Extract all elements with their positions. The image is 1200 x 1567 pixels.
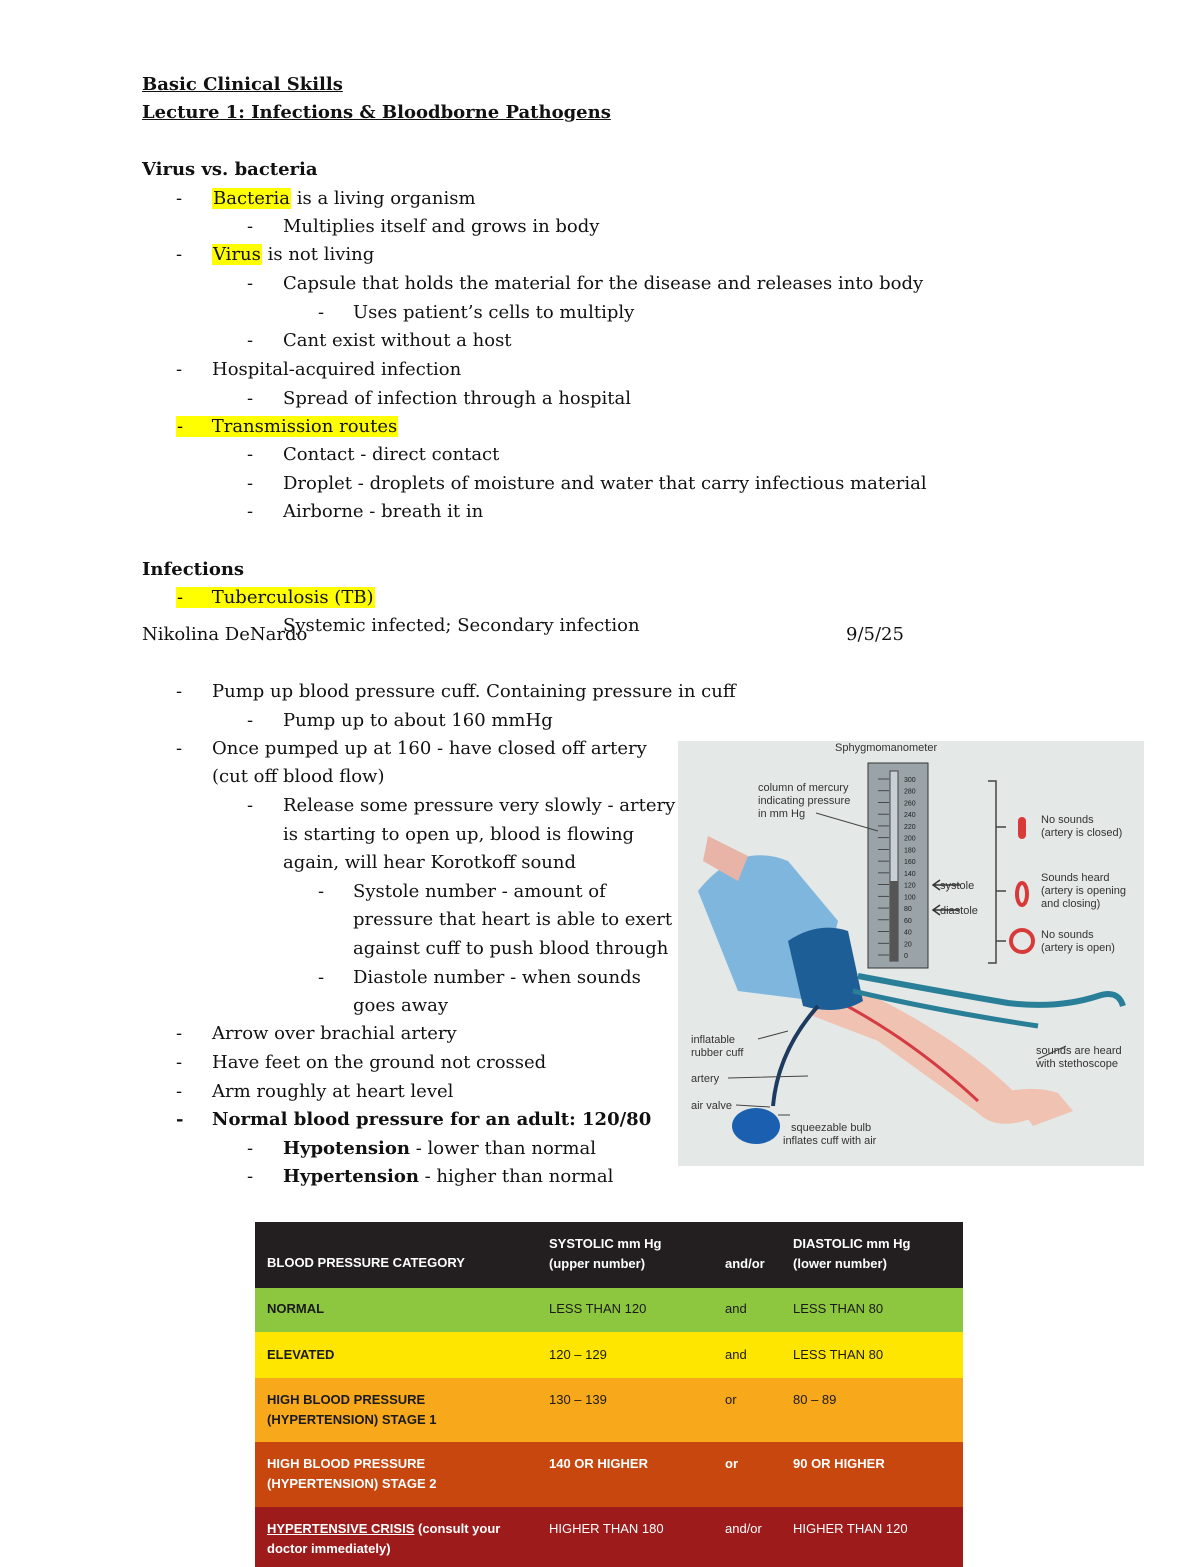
no-sounds-closed-2: (artery is closed) [1041, 827, 1123, 839]
highlight: Virus [213, 244, 261, 265]
list-bullet: - [247, 330, 254, 351]
list-item-hypotension: Hypotension - lower than normal [283, 1138, 596, 1159]
list-bullet: - [247, 795, 254, 816]
row-diastolic: HIGHER THAN 120 [793, 1521, 908, 1536]
scale-tick-label: 260 [904, 800, 916, 808]
scale-tick-label: 220 [904, 823, 916, 831]
lecture-title: Lecture 1: Infections & Bloodborne Pathogens [142, 102, 611, 123]
list-bullet: - [176, 1052, 183, 1073]
list-bullet: - [176, 1023, 183, 1044]
row-category-1: HIGH BLOOD PRESSURE [267, 1392, 426, 1407]
list-item: Contact - direct contact [283, 444, 500, 465]
highlight: - Transmission routes [177, 416, 398, 437]
row-systolic: 140 OR HIGHER [549, 1456, 648, 1471]
artery-closed-icon [1018, 817, 1026, 839]
row-conj: and/or [725, 1521, 762, 1536]
list-item-cut: Systemic infected; Secondary infection [283, 615, 640, 636]
air-valve-label: air valve [691, 1100, 732, 1112]
list-item: Diastole number - when sounds [353, 967, 641, 988]
row-category-2: (HYPERTENSION) STAGE 1 [267, 1412, 437, 1427]
list-item-cont: is starting to open up, blood is flowing [283, 824, 635, 845]
list-item: Cant exist without a host [283, 330, 512, 351]
scale-tick-label: 120 [904, 882, 916, 890]
list-item: Multiplies itself and grows in body [283, 216, 600, 237]
list-bullet: - [176, 1109, 184, 1130]
squeezable-bulb [732, 1108, 780, 1144]
bracket [988, 781, 1006, 963]
list-bullet: - [176, 1081, 183, 1102]
list-item-tb [176, 586, 375, 610]
list-item: Pump up blood pressure cuff. Containing pressure in cuff [212, 681, 736, 702]
header-andor: and/or [725, 1256, 765, 1271]
list-bullet: - [318, 967, 325, 988]
list-bullet: - [176, 244, 183, 265]
list-bullet: - [176, 359, 183, 380]
list-bullet: - [247, 501, 254, 522]
table-row [255, 1288, 963, 1332]
sounds-heard-1: Sounds heard [1041, 872, 1110, 884]
course-title: Basic Clinical Skills [142, 74, 343, 95]
scale-tick-label: 160 [904, 859, 916, 867]
row-systolic: HIGHER THAN 180 [549, 1521, 664, 1536]
row-diastolic: LESS THAN 80 [793, 1347, 884, 1362]
list-item-cont: against cuff to push blood through [353, 938, 669, 959]
row-diastolic: 80 – 89 [793, 1392, 837, 1407]
sphygmomanometer-illustration [678, 741, 1144, 1166]
list-item-cont: (cut off blood flow) [212, 766, 385, 787]
blood-pressure-table [255, 1222, 963, 1556]
no-sounds-open-2: (artery is open) [1041, 942, 1115, 954]
row-category-1: HYPERTENSIVE CRISIS (consult your [267, 1521, 501, 1536]
table-header [255, 1222, 963, 1288]
artery-opening-icon [1017, 883, 1027, 905]
list-bullet: - [247, 1138, 254, 1159]
artery-label: artery [691, 1073, 720, 1085]
list-item-normal-bp: Normal blood pressure for an adult: 120/80 [212, 1109, 652, 1130]
list-bullet: - [247, 473, 254, 494]
list-item: Spread of infection through a hospital [283, 388, 632, 409]
list-item: Once pumped up at 160 - have closed off artery [212, 738, 647, 759]
scale-tick-label: 20 [904, 941, 912, 949]
scale-tick-label: 240 [904, 812, 916, 820]
systole-label: systole [940, 880, 975, 892]
no-sounds-closed-1: No sounds [1041, 814, 1094, 826]
highlight: Bacteria [213, 188, 291, 209]
cuff-label-1: inflatable [691, 1034, 736, 1046]
list-item-transmission [176, 415, 398, 439]
scale-tick-label: 40 [904, 929, 912, 937]
diastole-label: diastole [940, 905, 978, 917]
row-systolic: LESS THAN 120 [549, 1301, 647, 1316]
row-conj: or [725, 1392, 737, 1407]
list-item-cont: pressure that heart is able to exert [353, 909, 673, 930]
scale-tick-label: 140 [904, 870, 916, 878]
list-bullet: - [318, 881, 325, 902]
list-bullet: - [247, 444, 254, 465]
list-item-virus: Virus is not living [213, 244, 375, 265]
bulb-tube [773, 1006, 818, 1106]
artery-open-icon [1011, 930, 1033, 952]
list-item: Capsule that holds the material for the disease and releases into body [283, 273, 924, 294]
highlight: - Tuberculosis (TB) [177, 587, 374, 608]
mercury-label-2: indicating pressure [758, 795, 851, 807]
sounds-heard-2: (artery is opening [1041, 885, 1126, 897]
row-systolic: 130 – 139 [549, 1392, 607, 1407]
table-row [255, 1378, 963, 1442]
scale-tick-label: 100 [904, 894, 916, 902]
sphygmomanometer-figure [678, 741, 1144, 1166]
header-systolic-1: SYSTOLIC mm Hg [549, 1236, 662, 1251]
list-item: Arm roughly at heart level [212, 1081, 454, 1102]
cuff-label-2: rubber cuff [691, 1047, 744, 1059]
scale-tick-label: 180 [904, 847, 916, 855]
table-row [255, 1442, 963, 1507]
row-category-2: (HYPERTENSION) STAGE 2 [267, 1476, 437, 1491]
stethoscope-label-1: sounds are heard [1036, 1045, 1122, 1057]
list-item: Pump up to about 160 mmHg [283, 710, 553, 731]
table-row [255, 1332, 963, 1378]
header-diastolic-2: (lower number) [793, 1256, 887, 1271]
list-item: Systole number - amount of [353, 881, 606, 902]
header-category: BLOOD PRESSURE CATEGORY [267, 1255, 465, 1270]
figure-title: Sphygmomanometer [835, 742, 938, 754]
list-bullet: - [247, 710, 254, 731]
list-item: Arrow over brachial artery [212, 1023, 457, 1044]
header-diastolic-1: DIASTOLIC mm Hg [793, 1236, 911, 1251]
author-name: Nikolina DeNardo [142, 624, 308, 645]
row-diastolic: LESS THAN 80 [793, 1301, 884, 1316]
mercury-label-1: column of mercury [758, 782, 849, 794]
row-diastolic: 90 OR HIGHER [793, 1456, 885, 1471]
list-bullet: - [247, 1166, 254, 1187]
stethoscope-label-2: with stethoscope [1036, 1058, 1118, 1070]
row-category-1: HIGH BLOOD PRESSURE [267, 1456, 426, 1471]
list-bullet: - [176, 738, 183, 759]
list-bullet: - [247, 388, 254, 409]
scale-tick-label: 280 [904, 788, 916, 796]
list-item-cont: again, will hear Korotkoff sound [283, 852, 576, 873]
list-item: Release some pressure very slowly - artery [283, 795, 676, 816]
scale-tick-label: 0 [904, 953, 908, 960]
list-item-bacteria: Bacteria is a living organism [213, 188, 476, 209]
section-heading-virus: Virus vs. bacteria [142, 159, 318, 180]
scale-tick-label: 300 [904, 777, 916, 784]
date: 9/5/25 [846, 624, 904, 645]
row-conj: or [725, 1456, 738, 1471]
list-bullet: - [176, 681, 183, 702]
no-sounds-open-1: No sounds [1041, 929, 1094, 941]
bulb-label-1: squeezable bulb [791, 1122, 872, 1134]
row-systolic: 120 – 129 [549, 1347, 607, 1362]
row-category-2: doctor immediately) [267, 1541, 391, 1556]
list-bullet: - [247, 216, 254, 237]
row-category: ELEVATED [267, 1347, 335, 1362]
row-conj: and [725, 1301, 747, 1316]
mercury-fill [890, 881, 898, 961]
scale-tick-label: 60 [904, 917, 912, 925]
list-item: Have feet on the ground not crossed [212, 1052, 547, 1073]
sounds-heard-3: and closing) [1041, 898, 1101, 910]
mercury-label-3: in mm Hg [758, 808, 806, 820]
bulb-label-2: inflates cuff with air [783, 1135, 877, 1147]
list-item: Uses patient’s cells to multiply [353, 302, 635, 323]
row-conj: and [725, 1347, 747, 1362]
list-item-cont: goes away [353, 995, 449, 1016]
scale-tick-label: 80 [904, 906, 912, 914]
list-item: Hospital-acquired infection [212, 359, 462, 380]
row-category: NORMAL [267, 1301, 325, 1316]
table-row [255, 1507, 963, 1567]
list-item-hypertension: Hypertension - higher than normal [283, 1166, 614, 1187]
crisis-link[interactable]: HYPERTENSIVE CRISIS [267, 1521, 415, 1536]
list-bullet: - [318, 302, 325, 323]
section-heading-infections: Infections [142, 559, 245, 580]
list-item: Airborne - breath it in [283, 501, 484, 522]
list-item: Droplet - droplets of moisture and water that carry infectious material [283, 473, 927, 494]
list-item: - [176, 188, 183, 209]
list-bullet: - [247, 273, 254, 294]
scale-tick-label: 200 [904, 835, 916, 843]
header-systolic-2: (upper number) [549, 1256, 646, 1271]
